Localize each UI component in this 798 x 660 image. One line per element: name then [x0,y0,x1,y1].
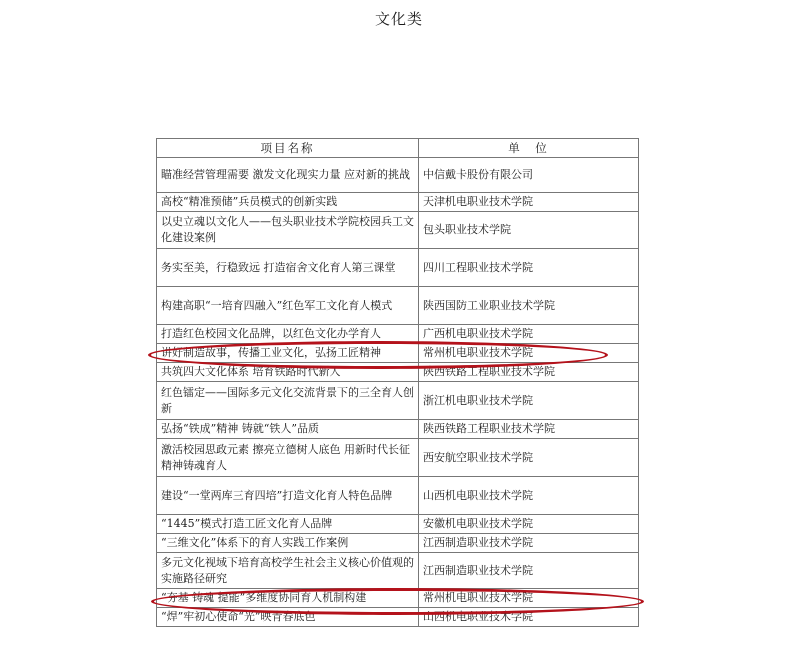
project-name-cell: “三维文化”体系下的育人实践工作案例 [157,534,419,553]
unit-cell: 陕西国防工业职业技术学院 [419,287,639,325]
unit-cell: 西安航空职业技术学院 [419,439,639,477]
unit-cell: 四川工程职业技术学院 [419,249,639,287]
table-row [157,420,639,439]
table-row [157,553,639,589]
table-row [157,287,639,325]
project-name-cell: 红色镭定——国际多元文化交流背景下的三全育人创新 [157,382,419,420]
table-row [157,477,639,515]
table-row [157,589,639,608]
table-header-row [157,139,639,158]
unit-cell: 安徽机电职业技术学院 [419,515,639,534]
unit-cell: 江西制造职业技术学院 [419,534,639,553]
project-name-cell: 以史立魂以文化人——包头职业技术学院校园兵工文化建设案例 [157,212,419,249]
unit-cell: 包头职业技术学院 [419,212,639,249]
unit-cell: 江西制造职业技术学院 [419,553,639,589]
project-name-cell: 弘扬“铁成”精神 铸就“铁人”品质 [157,420,419,439]
project-table [156,138,639,627]
project-name-cell: “1445”模式打造工匠文化育人品牌 [157,515,419,534]
column-header-unit: 单 位 [419,139,639,158]
unit-cell: 常州机电职业技术学院 [419,589,639,608]
table-row [157,608,639,627]
unit-cell: 山西机电职业技术学院 [419,477,639,515]
column-header-project: 项目名称 [157,139,419,158]
table-row [157,193,639,212]
table-row [157,325,639,344]
project-name-cell: 建设“一堂两库三育四培”打造文化育人特色品牌 [157,477,419,515]
project-name-cell: 多元文化视域下培育高校学生社会主义核心价值观的实施路径研究 [157,553,419,589]
table-row [157,534,639,553]
project-name-cell: 务实至美，行稳致远 打造宿舍文化育人第三课堂 [157,249,419,287]
project-name-cell: 打造红色校园文化品牌，以红色文化办学育人 [157,325,419,344]
project-name-cell: 讲好制造故事，传播工业文化，弘扬工匠精神 [157,344,419,363]
project-name-cell: 共筑四大文化体系 培育铁路时代新人 [157,363,419,382]
unit-cell: 山西机电职业技术学院 [419,608,639,627]
project-name-cell: 构建高职“一培育四融入”红色军工文化育人模式 [157,287,419,325]
table-row [157,382,639,420]
unit-cell: 浙江机电职业技术学院 [419,382,639,420]
table-row [157,344,639,363]
unit-cell: 常州机电职业技术学院 [419,344,639,363]
table-row [157,439,639,477]
project-name-cell: “夯基 铸魂 提能”多维度协同育人机制构建 [157,589,419,608]
table-row [157,249,639,287]
table-row [157,515,639,534]
table-row [157,212,639,249]
unit-cell: 广西机电职业技术学院 [419,325,639,344]
project-name-cell: 瞄准经营管理需要 激发文化现实力量 应对新的挑战 [157,158,419,193]
table-row [157,158,639,193]
unit-cell: 陕西铁路工程职业技术学院 [419,363,639,382]
page-title: 文化类 [374,10,423,28]
unit-cell: 陕西铁路工程职业技术学院 [419,420,639,439]
project-name-cell: “焊”牢初心使命“光”映青春底色 [157,608,419,627]
project-name-cell: 高校“精准预储”兵员模式的创新实践 [157,193,419,212]
unit-cell: 中信戴卡股份有限公司 [419,158,639,193]
unit-cell: 天津机电职业技术学院 [419,193,639,212]
table-row [157,363,639,382]
project-name-cell: 激活校园思政元素 擦亮立德树人底色 用新时代长征精神铸魂育人 [157,439,419,477]
